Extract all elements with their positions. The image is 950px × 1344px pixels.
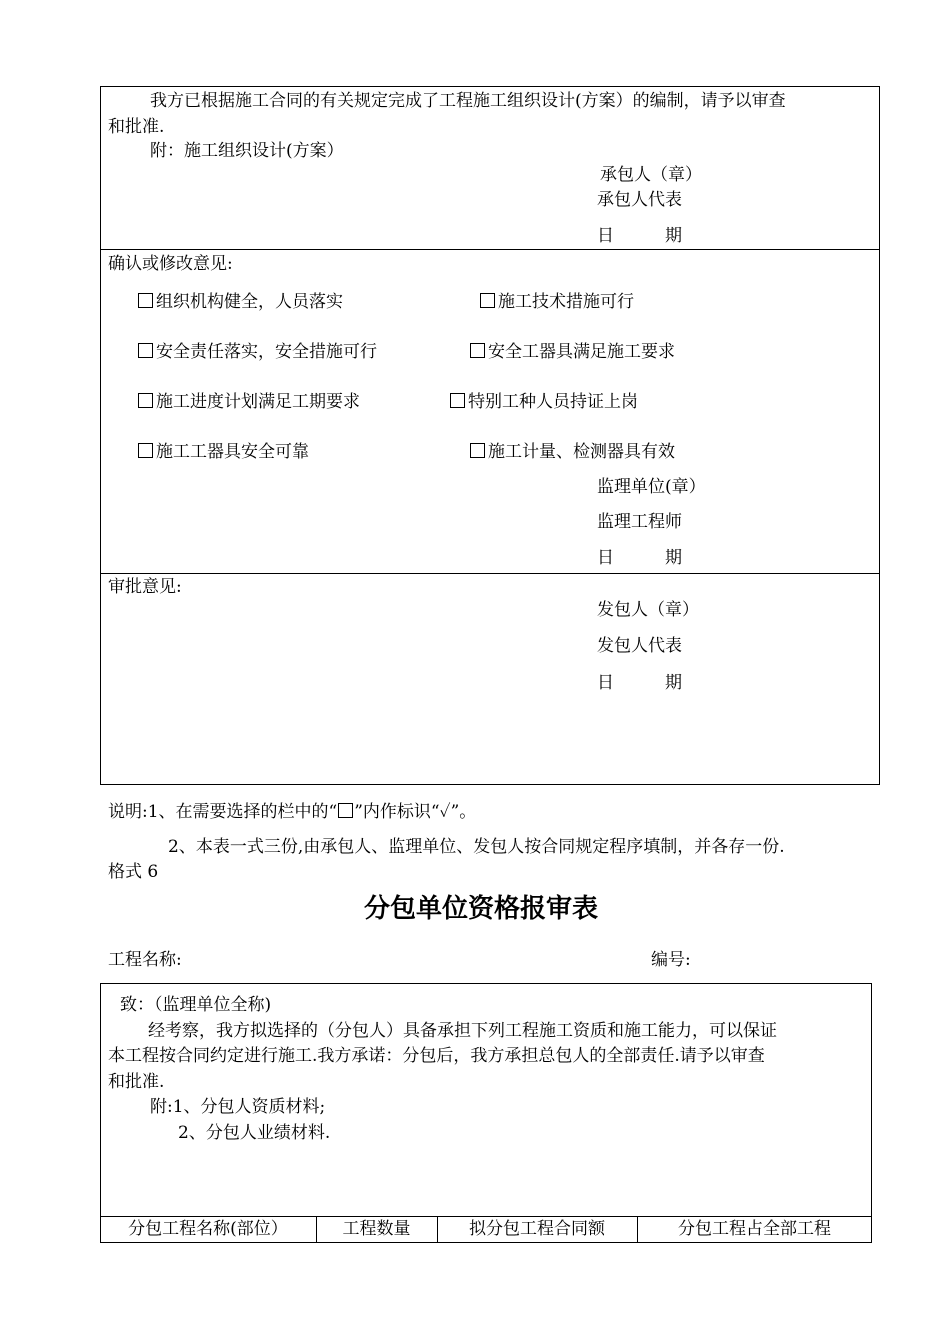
supervisor-seal: 监理单位(章）: [597, 477, 706, 497]
intro-line-2: 和批准.: [108, 117, 165, 137]
attach-1: 附:1、分包人资质材料;: [150, 1097, 326, 1117]
check-item-equipment[interactable]: 施工工器具安全可靠: [138, 442, 309, 463]
body-line-3: 和批准.: [108, 1072, 165, 1092]
form-divider-2: [100, 573, 880, 574]
note-2: 2、本表一式三份,由承包人、监理单位、发包人按合同规定程序填制，并各存一份.: [168, 837, 785, 857]
checkbox[interactable]: [480, 293, 495, 308]
check-item-safety-tools[interactable]: 安全工器具满足施工要求: [470, 342, 675, 363]
attachment-line: 附：施工组织设计(方案）: [150, 141, 344, 161]
check-item-schedule[interactable]: 施工进度计划满足工期要求: [138, 392, 360, 413]
table-header-percentage: 分包工程占全部工程: [678, 1219, 831, 1239]
confirm-heading: 确认或修改意见:: [108, 254, 233, 274]
table-header-contract-amount: 拟分包工程合同额: [469, 1219, 605, 1239]
employer-date: 日 期: [597, 673, 682, 693]
check-item-tech[interactable]: 施工技术措施可行: [480, 292, 634, 313]
form-divider-1: [100, 249, 880, 250]
checkbox[interactable]: [470, 443, 485, 458]
checkbox[interactable]: [138, 443, 153, 458]
approval-heading: 审批意见:: [108, 577, 182, 597]
number-label: 编号:: [651, 950, 691, 970]
checkbox[interactable]: [138, 393, 153, 408]
project-name-label: 工程名称:: [108, 950, 182, 970]
check-item-safety-resp[interactable]: 安全责任落实，安全措施可行: [138, 342, 377, 363]
contractor-rep: 承包人代表: [597, 190, 682, 210]
note-1: 说明:1、在需要选择的栏中的“ ”内作标识“✓”。: [108, 802, 477, 822]
check-item-measurement[interactable]: 施工计量、检测器具有效: [470, 442, 675, 463]
checkbox[interactable]: [138, 293, 153, 308]
check-item-special-workers[interactable]: 特别工种人员持证上岗: [450, 392, 638, 413]
body-line-2: 本工程按合同约定进行施工.我方承诺：分包后，我方承担总包人的全部责任.请予以审查: [108, 1046, 765, 1066]
table-header-quantity: 工程数量: [342, 1219, 411, 1239]
employer-seal: 发包人（章）: [597, 600, 699, 620]
intro-line-1: 我方已根据施工合同的有关规定完成了工程施工组织设计(方案）的编制，请予以审查: [150, 91, 786, 111]
approval-form-box: [100, 86, 880, 785]
checkbox[interactable]: [138, 343, 153, 358]
supervisor-engineer: 监理工程师: [597, 512, 682, 532]
contractor-seal: 承包人（章）: [600, 165, 702, 185]
checkbox[interactable]: [470, 343, 485, 358]
contractor-date: 日 期: [597, 226, 682, 246]
page-title: 分包单位资格报审表: [364, 894, 599, 924]
supervisor-date: 日 期: [597, 548, 682, 568]
employer-rep: 发包人代表: [597, 636, 682, 656]
body-line-1: 经考察，我方拟选择的（分包人）具备承担下列工程施工资质和施工能力，可以保证: [148, 1021, 777, 1041]
checkbox-sample: [338, 803, 353, 818]
check-item-org[interactable]: 组织机构健全，人员落实: [138, 292, 343, 313]
to-line: 致：（监理单位全称): [120, 995, 272, 1015]
table-header-name: 分包工程名称(部位）: [128, 1219, 288, 1239]
format-label: 格式 6: [108, 862, 159, 882]
checkbox[interactable]: [450, 393, 465, 408]
attach-2: 2、分包人业绩材料.: [178, 1123, 331, 1143]
